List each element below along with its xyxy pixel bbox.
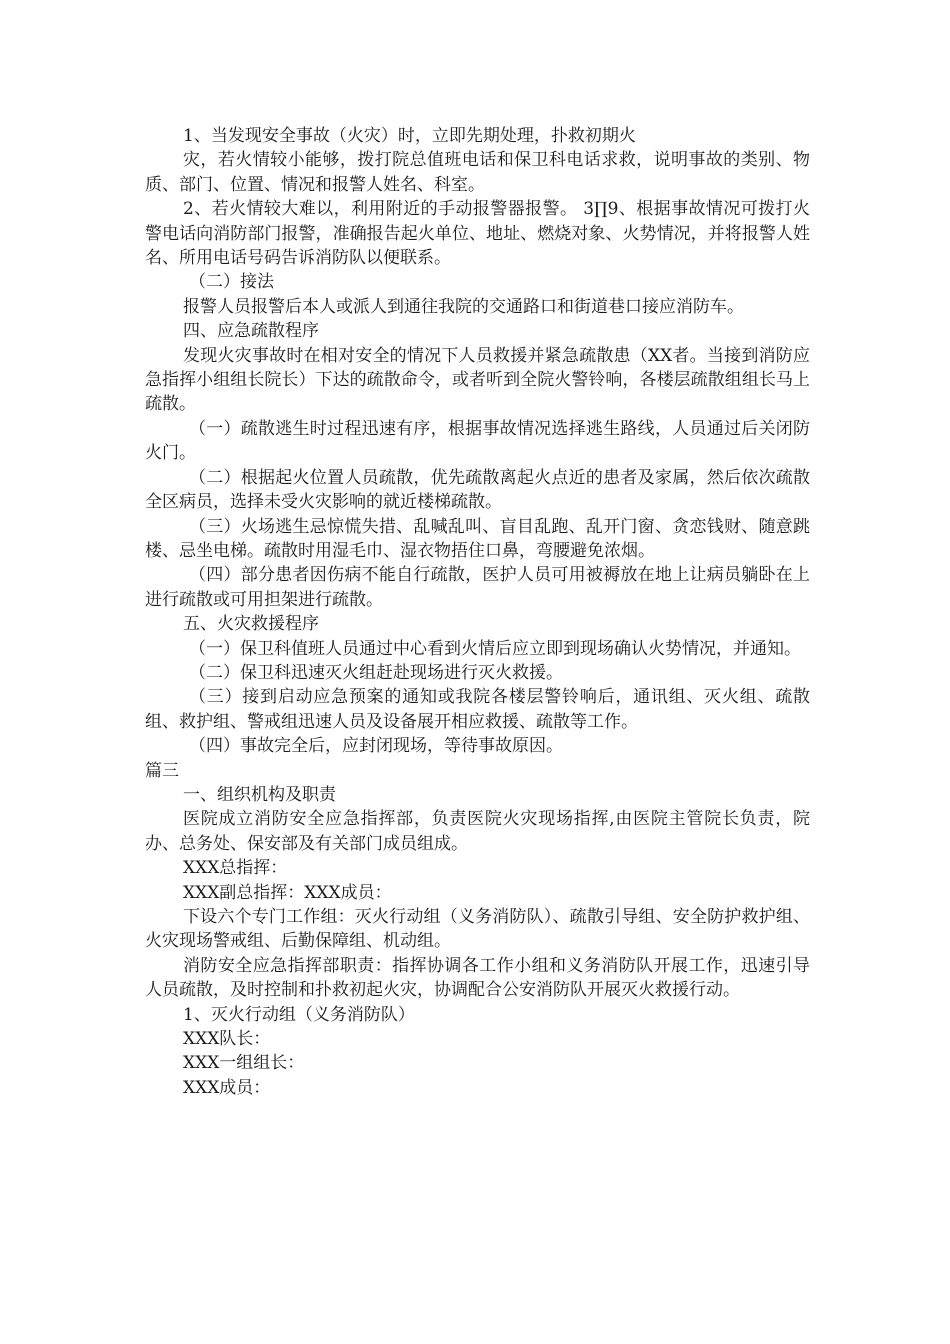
paragraph: 一、组织机构及职责 xyxy=(183,784,336,805)
paragraph: 1、灭火行动组（义务消防队） xyxy=(183,1004,415,1025)
paragraph: 篇三 xyxy=(145,760,179,781)
paragraph: （三）接到启动应急预案的通知或我院各楼层警铃响后，通讯组、灭火组、疏散组、救护组、警戒组迅速人员及设备展开相应救援、疏散等工作。 xyxy=(145,687,810,732)
paragraph: （三）火场逃生忌惊慌失措、乱喊乱叫、盲目乱跑、乱开门窗、贪恋钱财、随意跳楼、忌坐电梯。疏散时用湿毛巾、湿衣物捂住口鼻，弯腰避免浓烟。 xyxy=(145,516,810,561)
paragraph: XXX成员： xyxy=(183,1077,271,1098)
paragraph: 五、火灾救援程序 xyxy=(183,614,319,635)
paragraph: 报警人员报警后本人或派人到通往我院的交通路口和街道巷口接应消防车。 xyxy=(183,296,744,317)
paragraph: （二）根据起火位置人员疏散，优先疏散离起火点近的患者及家属，然后依次疏散全区病员，选择未受火灾影响的就近楼梯疏散。 xyxy=(145,467,810,513)
paragraph: 灾，若火情较小能够，拨打院总值班电话和保卫科电话求救，说明事故的类别、物质、部门、位置、情况和报警人姓名、科室。 xyxy=(145,150,810,195)
paragraph: 1、当发现安全事故（火灾）时，立即先期处理，扑救初期火 xyxy=(183,126,636,146)
paragraph: （四）部分患者因伤病不能自行疏散，医护人员可用被褥放在地上让病员躺卧在上进行疏散或可用担架进行疏散。 xyxy=(145,565,810,610)
paragraph: （二）接法 xyxy=(189,272,274,293)
paragraph: XXX一组组长： xyxy=(183,1053,305,1074)
paragraph: 发现火灾事故时在相对安全的情况下人员救援并紧急疏散患（XX者。当接到消防应急指挥小组组长院长）下达的疏散命令，或者听到全院火警铃响，各楼层疏散组组长马上疏散。 xyxy=(145,345,810,415)
paragraph: XXX队长： xyxy=(183,1029,271,1050)
document-page xyxy=(145,124,810,1100)
paragraph: （四）事故完全后，应封闭现场，等待事故原因。 xyxy=(189,736,563,757)
paragraph: （一）疏散逃生时过程迅速有序，根据事故情况选择逃生路线，人员通过后关闭防火门。 xyxy=(145,418,810,464)
paragraph: 四、应急疏散程序 xyxy=(183,321,319,342)
paragraph: XXX总指挥： xyxy=(183,858,288,879)
paragraph: XXX副总指挥：XXX成员： xyxy=(183,882,392,903)
paragraph: （一）保卫科值班人员通过中心看到火情后应立即到现场确认火势情况，并通知。 xyxy=(189,638,801,659)
paragraph: 消防安全应急指挥部职责：指挥协调各工作小组和义务消防队开展工作，迅速引导人员疏散，及时控制和扑救初起火灾，协调配合公安消防队开展灭火救援行动。 xyxy=(145,955,810,1001)
paragraph: 医院成立消防安全应急指挥部，负责医院火灾现场指挥,由医院主管院长负责，院办、总务处、保安部及有关部门成员组成。 xyxy=(145,809,810,854)
paragraph: 2、若火情较大难以，利用附近的手动报警器报警。 3∏9、根据事故情况可拨打火警电话向消防部门报警，准确报告起火单位、地址、燃烧对象、火势情况，并将报警人姓名、所用电话号码告诉消防队以便联系。 xyxy=(145,199,810,269)
paragraph: 下设六个专门工作组：灭火行动组（义务消防队）、疏散引导组、安全防护救护组、火灾现场警戒组、后勤保障组、机动组。 xyxy=(145,907,810,952)
paragraph: （二）保卫科迅速灭火组赶赴现场进行灭火救援。 xyxy=(189,662,563,683)
